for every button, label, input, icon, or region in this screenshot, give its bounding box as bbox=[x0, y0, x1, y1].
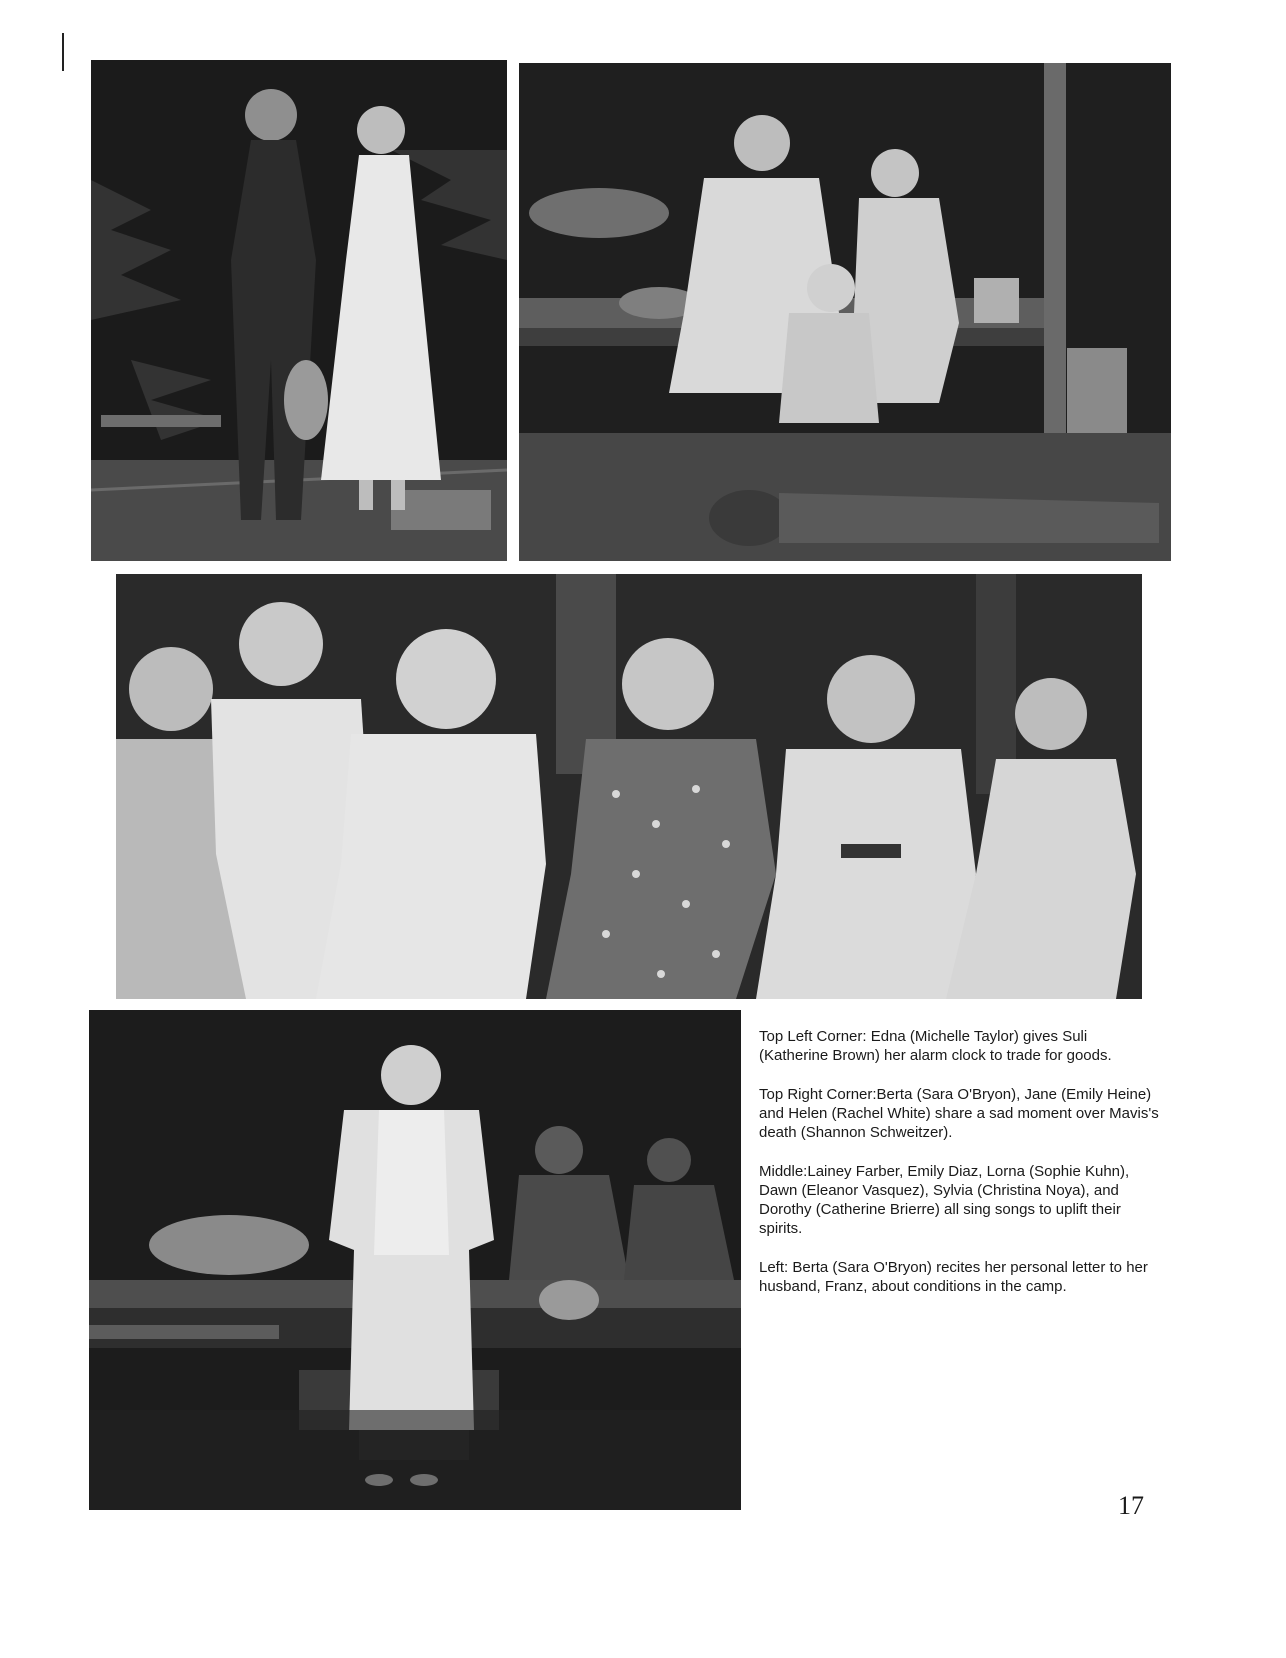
photo-middle-image bbox=[116, 574, 1142, 999]
photo-bottom-image bbox=[89, 1010, 741, 1510]
photo-middle bbox=[116, 574, 1142, 999]
margin-rule bbox=[62, 33, 64, 71]
captions-block bbox=[759, 1027, 1159, 1316]
photo-top-left bbox=[91, 60, 507, 561]
photo-top-right-image bbox=[519, 63, 1171, 561]
caption-left: Left: Berta (Sara O'Bryon) recites her personal letter to her husband, Franz, about conditions in the camp. bbox=[759, 1259, 1148, 1295]
photo-bottom bbox=[89, 1010, 741, 1510]
caption-top-left: Top Left Corner: Edna (Michelle Taylor) gives Suli (Katherine Brown) her alarm clock to trade for goods. bbox=[759, 1028, 1112, 1064]
photo-top-right bbox=[519, 63, 1171, 561]
page-number: 17 bbox=[1118, 1491, 1144, 1520]
photo-top-left-image bbox=[91, 60, 507, 561]
caption-top-right: Top Right Corner:Berta (Sara O'Bryon), Jane (Emily Heine) and Helen (Rachel White) share a sad moment over Mavis's death (Shannon Schweitzer). bbox=[759, 1086, 1159, 1141]
caption-middle: Middle:Lainey Farber, Emily Diaz, Lorna (Sophie Kuhn), Dawn (Eleanor Vasquez), Sylvia (Christina Noya), and Dorothy (Catherine Brierre) all sing songs to uplift their spirits. bbox=[759, 1163, 1130, 1237]
